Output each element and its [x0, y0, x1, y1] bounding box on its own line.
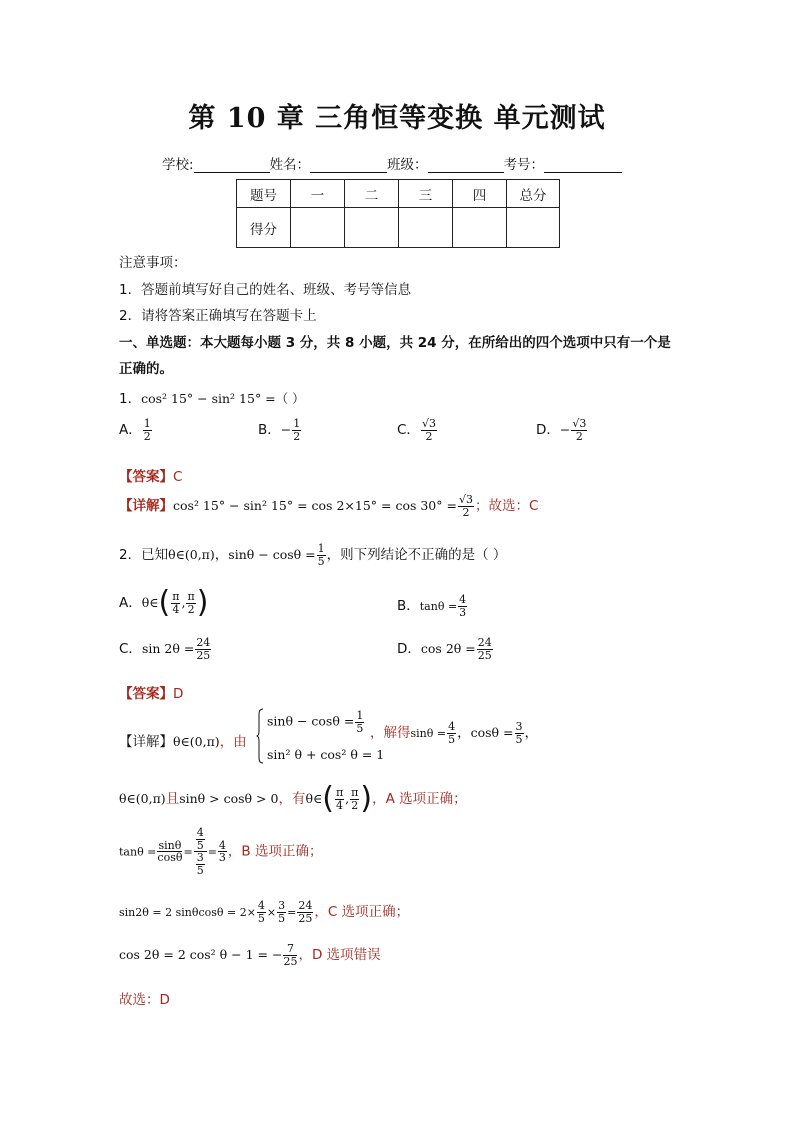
separator: ，	[457, 725, 471, 742]
fraction	[196, 852, 205, 876]
q2-detail-label: 【详解】	[119, 734, 173, 750]
detail-text: ，B 选项正确；	[227, 843, 323, 860]
detail-text: ，D 选项错误	[298, 947, 381, 964]
score-table-score-row	[237, 208, 560, 248]
section-heading: 一、单选题：本大题每小题 3 分，共 8 小题，共 24 分，在所给出的四个选项中只有一个是	[119, 335, 671, 351]
stem-text: ，则下列结论不正确的是（ ）	[326, 547, 507, 564]
fraction	[186, 591, 195, 615]
option-expression: sin 2θ =	[141, 641, 195, 657]
denominator: 3	[459, 605, 467, 619]
exam-no-label: 考号：	[503, 157, 545, 173]
denominator: 2	[351, 798, 359, 812]
q2-detail-line-1	[119, 730, 247, 750]
score-cell[interactable]	[453, 208, 507, 248]
detail-text: ，有	[278, 791, 306, 807]
name-blank[interactable]	[310, 158, 387, 173]
fraction	[195, 637, 211, 661]
theta-in: θ∈	[305, 791, 323, 806]
notes-item: 1．答题前填写好自己的姓名、班级、考号等信息	[119, 282, 412, 298]
fraction	[355, 710, 364, 734]
brace-icon	[256, 708, 264, 764]
class-blank[interactable]	[428, 158, 504, 173]
fraction	[218, 840, 227, 864]
denominator: cosθ	[157, 851, 183, 865]
left-paren: (	[158, 585, 171, 620]
score-cell[interactable]	[291, 208, 345, 248]
fraction	[571, 418, 587, 442]
question-1-stem	[119, 387, 305, 407]
numerator: 1	[143, 417, 151, 430]
fraction	[421, 418, 437, 442]
fraction	[143, 418, 152, 442]
denominator: 5	[196, 863, 204, 877]
fraction	[458, 594, 467, 618]
score-cell[interactable]	[345, 208, 399, 248]
numerator: sinθ	[158, 838, 182, 852]
numerator: 4	[196, 826, 204, 839]
denominator: 5	[448, 732, 456, 746]
detail-text: ，由	[219, 734, 247, 750]
denominator: 5	[278, 911, 286, 925]
exam-no-blank[interactable]	[544, 158, 622, 173]
numerator: π	[172, 589, 180, 603]
fraction	[477, 637, 493, 661]
numerator: 4	[218, 838, 226, 852]
system-equation-1	[267, 710, 365, 734]
stem-expression: sinθ − cosθ =	[228, 547, 316, 563]
minus-sign: −	[559, 422, 571, 438]
numerator: 4	[459, 593, 467, 606]
detail-label: 【详解】	[119, 498, 173, 515]
equals: =	[287, 906, 297, 920]
sin2-expression: sin2θ = 2 sinθcosθ = 2×	[119, 906, 256, 920]
q1-option-c[interactable]	[397, 418, 438, 442]
equals: =	[207, 845, 217, 859]
fraction	[515, 721, 524, 745]
numerator: π	[335, 785, 344, 799]
denominator: 2	[187, 602, 195, 616]
numerator: 7	[283, 943, 297, 956]
theta-domain: θ∈(0,π)	[173, 734, 220, 749]
numerator: π	[187, 589, 195, 603]
q1-option-a[interactable]	[119, 418, 153, 442]
q2-option-a[interactable]	[119, 585, 209, 620]
denominator: 25	[298, 911, 313, 925]
fraction	[447, 721, 456, 745]
option-expression: tanθ =	[419, 600, 458, 614]
header-cell: 三	[399, 180, 453, 208]
numerator: √3	[458, 493, 473, 506]
class-label: 班级：	[387, 157, 428, 173]
denominator: 5	[515, 732, 523, 746]
numerator: √3	[572, 417, 587, 430]
q2-option-c[interactable]	[119, 637, 212, 661]
option-label: B．	[258, 422, 281, 439]
denominator: 25	[196, 648, 211, 662]
answer-label: 【答案】	[119, 686, 173, 702]
question-expression: cos² 15° − sin² 15° =（ ）	[141, 391, 305, 406]
cos-expression: cosθ =	[470, 725, 514, 741]
tan-expression: tanθ =	[119, 845, 157, 859]
denominator: 3	[218, 851, 226, 865]
fraction	[283, 943, 297, 967]
denominator: 5	[257, 911, 265, 925]
answer-label: 【答案】	[119, 469, 173, 485]
header-cell: 二	[345, 180, 399, 208]
section-heading-cont: 正确的。	[119, 361, 173, 377]
fraction	[196, 827, 205, 851]
option-label: D．	[536, 422, 560, 439]
fraction	[157, 840, 182, 864]
header-cell: 总分	[507, 180, 560, 208]
page-title: 第 10 章 三角恒等变换 单元测试	[188, 103, 606, 134]
complex-numerator	[194, 827, 207, 852]
denominator: 5	[356, 721, 364, 735]
q2-detail-line-4	[119, 900, 409, 924]
numerator: 1	[293, 417, 301, 430]
inequality: sinθ > cosθ > 0	[179, 791, 279, 806]
numerator: 4	[448, 720, 456, 733]
denominator: 2	[425, 429, 433, 443]
fraction	[317, 543, 326, 567]
answer-value: C	[173, 469, 183, 485]
fraction	[350, 787, 359, 811]
denominator: 25	[477, 648, 492, 662]
numerator: 3	[515, 720, 523, 733]
score-cell[interactable]	[507, 208, 560, 248]
score-table-header-row	[237, 180, 560, 208]
option-label: A．	[119, 422, 142, 439]
question-2-stem	[119, 543, 506, 567]
score-cell[interactable]	[399, 208, 453, 248]
denominator: 5	[196, 838, 204, 852]
option-expression: cos 2θ =	[420, 641, 476, 657]
denominator: 2	[143, 429, 151, 443]
score-table	[236, 179, 560, 248]
detail-text: ，A 选项正确；	[372, 791, 467, 807]
header-cell: 一	[291, 180, 345, 208]
q2-option-b[interactable]	[397, 594, 468, 618]
times: ×	[266, 906, 277, 920]
question-number: 2．	[119, 547, 142, 564]
q1-detail	[119, 494, 538, 518]
numerator: 3	[196, 851, 204, 865]
theta-in: θ∈	[141, 595, 159, 610]
q1-option-d[interactable]	[536, 418, 588, 442]
score-row-label: 得分	[237, 208, 291, 248]
fraction	[335, 787, 344, 811]
q1-option-b[interactable]	[258, 418, 302, 442]
detail-conclusion: ；故选：C	[474, 498, 539, 515]
numerator: 1	[356, 709, 364, 722]
option-label: C．	[119, 641, 142, 658]
option-label: D．	[397, 641, 421, 658]
option-label: A．	[119, 595, 142, 611]
detail-text: 且	[165, 791, 180, 807]
name-label: 姓名：	[269, 157, 311, 173]
complex-fraction	[194, 827, 207, 876]
school-label: 学校:	[162, 157, 194, 173]
comma: ,	[181, 595, 186, 610]
separator: ，	[524, 725, 539, 742]
notes-item: 2．请将答案正确填写在答题卡上	[119, 308, 317, 324]
detail-text: ，C 选项正确；	[314, 904, 410, 921]
option-label: C．	[397, 422, 420, 439]
header-cell: 四	[453, 180, 507, 208]
fraction	[458, 494, 474, 518]
equation-lhs: sinθ − cosθ =	[267, 713, 355, 729]
sin-expression: sinθ =	[410, 727, 447, 741]
right-paren: )	[196, 585, 209, 620]
system-brace	[256, 708, 264, 764]
q2-detail-line-5	[119, 943, 381, 967]
denominator: 4	[172, 602, 180, 616]
numerator: π	[351, 785, 359, 799]
theta-domain: θ∈(0,π)	[119, 791, 166, 806]
q2-detail-line-3	[119, 827, 322, 876]
complex-denominator	[194, 852, 207, 876]
numerator: 1	[317, 542, 325, 555]
numerator: 24	[196, 636, 211, 649]
q2-final-choice: 故选：D	[119, 992, 170, 1008]
detail-expression: cos² 15° − sin² 15° = cos 2×15° = cos 30° =	[173, 498, 457, 514]
denominator: 2	[293, 429, 301, 443]
numerator: √3	[421, 417, 436, 430]
fraction	[292, 418, 301, 442]
q2-detail-solution	[370, 721, 538, 745]
numerator: 24	[298, 899, 313, 912]
question-number: 1．	[119, 391, 142, 407]
stem-condition: θ∈(0,π)	[168, 547, 215, 563]
notes-heading: 注意事项：	[119, 255, 187, 271]
fraction	[297, 900, 313, 924]
stem-text: ，	[214, 547, 229, 564]
denominator: 5	[317, 554, 325, 568]
minus-sign: −	[280, 422, 292, 438]
answer-value: D	[173, 686, 184, 702]
numerator: 3	[278, 899, 286, 912]
system-equation-2: sin² θ + cos² θ = 1	[267, 747, 385, 762]
denominator: 2	[462, 505, 470, 519]
stem-text: 已知	[141, 547, 169, 564]
q2-option-d[interactable]	[397, 637, 494, 661]
numerator: 24	[477, 636, 492, 649]
fraction	[171, 591, 180, 615]
numerator: 4	[257, 899, 265, 912]
comma: ,	[345, 791, 350, 806]
denominator: 4	[336, 798, 344, 812]
q2-detail-line-2	[119, 781, 467, 816]
denominator: 25	[283, 954, 298, 968]
option-label: B．	[397, 598, 420, 615]
denominator: 2	[575, 429, 583, 443]
q1-answer	[119, 465, 182, 485]
fraction	[257, 900, 266, 924]
school-blank[interactable]	[194, 158, 270, 173]
detail-text: ，解得	[370, 725, 411, 742]
info-line	[162, 153, 622, 173]
cos2-expression: cos 2θ = 2 cos² θ − 1 = −	[119, 947, 283, 963]
q2-answer	[119, 682, 183, 702]
left-paren: (	[322, 781, 334, 816]
fraction	[277, 900, 286, 924]
right-paren: )	[360, 781, 373, 816]
equals: =	[183, 845, 193, 859]
header-cell: 题号	[237, 180, 291, 208]
